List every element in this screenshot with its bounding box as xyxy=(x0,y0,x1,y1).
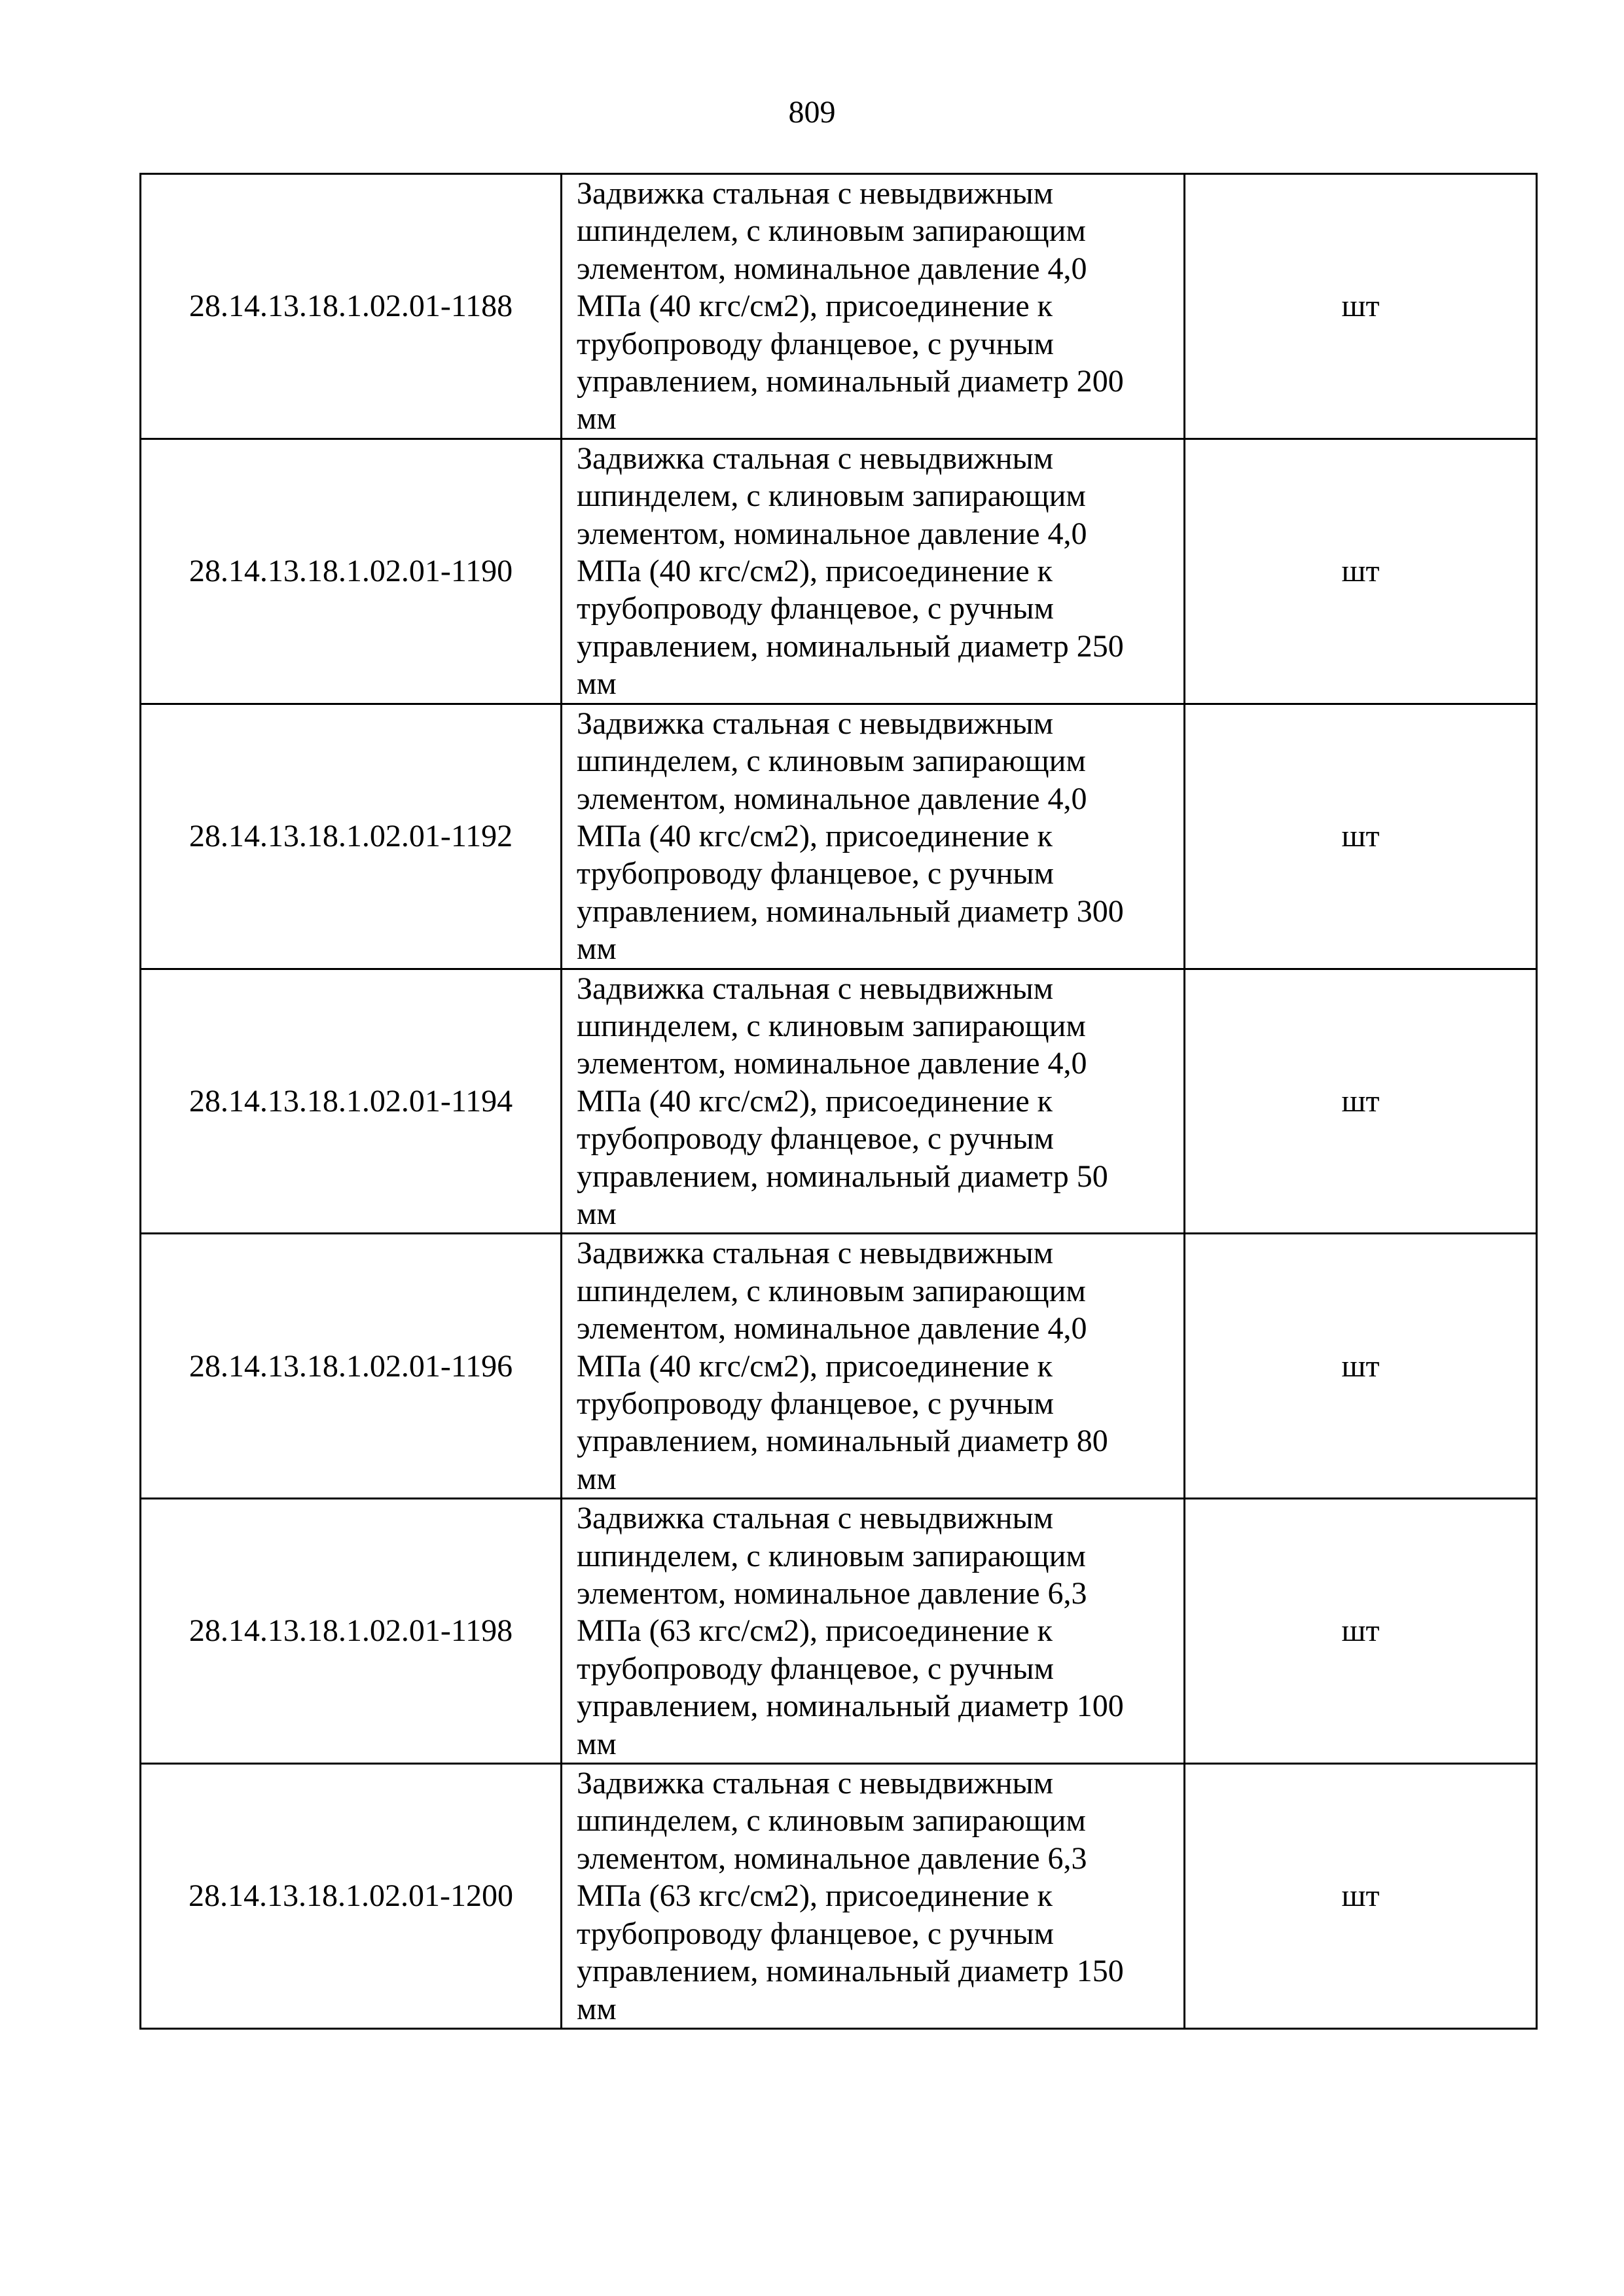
unit-cell xyxy=(1185,1499,1537,1764)
unit-cell xyxy=(1185,1234,1537,1499)
unit-cell xyxy=(1185,1764,1537,2029)
resource-table xyxy=(139,173,1538,2030)
resource-code: 28.14.13.18.1.02.01-1200 xyxy=(189,1878,513,1914)
table-row xyxy=(141,1234,1537,1499)
resource-name: Задвижка стальная с невыдвижным шпинделем, с клиновым запирающим элементом, номинальное давление 4,0 МПа (40 кгс/см2), присоединение к трубопроводу фланцевое, с ручным управлением, номинальный диаметр 80 мм xyxy=(577,1236,1108,1496)
resource-code: 28.14.13.18.1.02.01-1190 xyxy=(189,554,513,589)
resource-unit: шт xyxy=(1341,289,1380,324)
resource-unit: шт xyxy=(1341,1083,1380,1119)
resource-code: 28.14.13.18.1.02.01-1196 xyxy=(189,1348,513,1384)
code-cell xyxy=(141,1764,562,2029)
name-cell xyxy=(562,1764,1185,2029)
code-cell xyxy=(141,174,562,439)
table-row xyxy=(141,1499,1537,1764)
resource-code: 28.14.13.18.1.02.01-1198 xyxy=(189,1613,513,1649)
resource-unit: шт xyxy=(1341,554,1380,589)
resource-name: Задвижка стальная с невыдвижным шпинделем, с клиновым запирающим элементом, номинальное давление 6,3 МПа (63 кгс/см2), присоединение к трубопроводу фланцевое, с ручным управлением, номинальный диаметр 150 мм xyxy=(577,1766,1124,2026)
resource-unit: шт xyxy=(1341,1613,1380,1649)
resource-unit: шт xyxy=(1341,1348,1380,1384)
name-cell xyxy=(562,1499,1185,1764)
resource-unit: шт xyxy=(1341,1878,1380,1914)
name-cell xyxy=(562,704,1185,969)
page-number: 809 xyxy=(788,95,836,130)
unit-cell xyxy=(1185,174,1537,439)
name-cell xyxy=(562,1234,1185,1499)
resource-name: Задвижка стальная с невыдвижным шпинделем, с клиновым запирающим элементом, номинальное давление 6,3 МПа (63 кгс/см2), присоединение к трубопроводу фланцевое, с ручным управлением, номинальный диаметр 100 мм xyxy=(577,1501,1124,1761)
resource-name: Задвижка стальная с невыдвижным шпинделем, с клиновым запирающим элементом, номинальное давление 4,0 МПа (40 кгс/см2), присоединение к трубопроводу фланцевое, с ручным управлением, номинальный диаметр 300 мм xyxy=(577,706,1124,967)
unit-cell xyxy=(1185,439,1537,704)
code-cell xyxy=(141,439,562,704)
unit-cell xyxy=(1185,704,1537,969)
resource-name: Задвижка стальная с невыдвижным шпинделем, с клиновым запирающим элементом, номинальное давление 4,0 МПа (40 кгс/см2), присоединение к трубопроводу фланцевое, с ручным управлением, номинальный диаметр 50 мм xyxy=(577,971,1108,1231)
name-cell xyxy=(562,174,1185,439)
name-cell xyxy=(562,439,1185,704)
table-row xyxy=(141,704,1537,969)
name-cell xyxy=(562,969,1185,1234)
unit-cell xyxy=(1185,969,1537,1234)
table-row xyxy=(141,439,1537,704)
resource-name: Задвижка стальная с невыдвижным шпинделем, с клиновым запирающим элементом, номинальное давление 4,0 МПа (40 кгс/см2), присоединение к трубопроводу фланцевое, с ручным управлением, номинальный диаметр 200 мм xyxy=(577,176,1124,437)
code-cell xyxy=(141,704,562,969)
resource-code: 28.14.13.18.1.02.01-1192 xyxy=(189,818,513,853)
resource-code: 28.14.13.18.1.02.01-1188 xyxy=(189,289,513,324)
code-cell xyxy=(141,969,562,1234)
table-row xyxy=(141,969,1537,1234)
resource-name: Задвижка стальная с невыдвижным шпинделем, с клиновым запирающим элементом, номинальное давление 4,0 МПа (40 кгс/см2), присоединение к трубопроводу фланцевое, с ручным управлением, номинальный диаметр 250 мм xyxy=(577,440,1124,702)
code-cell xyxy=(141,1499,562,1764)
resource-code: 28.14.13.18.1.02.01-1194 xyxy=(189,1083,513,1119)
code-cell xyxy=(141,1234,562,1499)
table-row xyxy=(141,174,1537,439)
resource-unit: шт xyxy=(1341,818,1380,853)
table-row xyxy=(141,1764,1537,2029)
